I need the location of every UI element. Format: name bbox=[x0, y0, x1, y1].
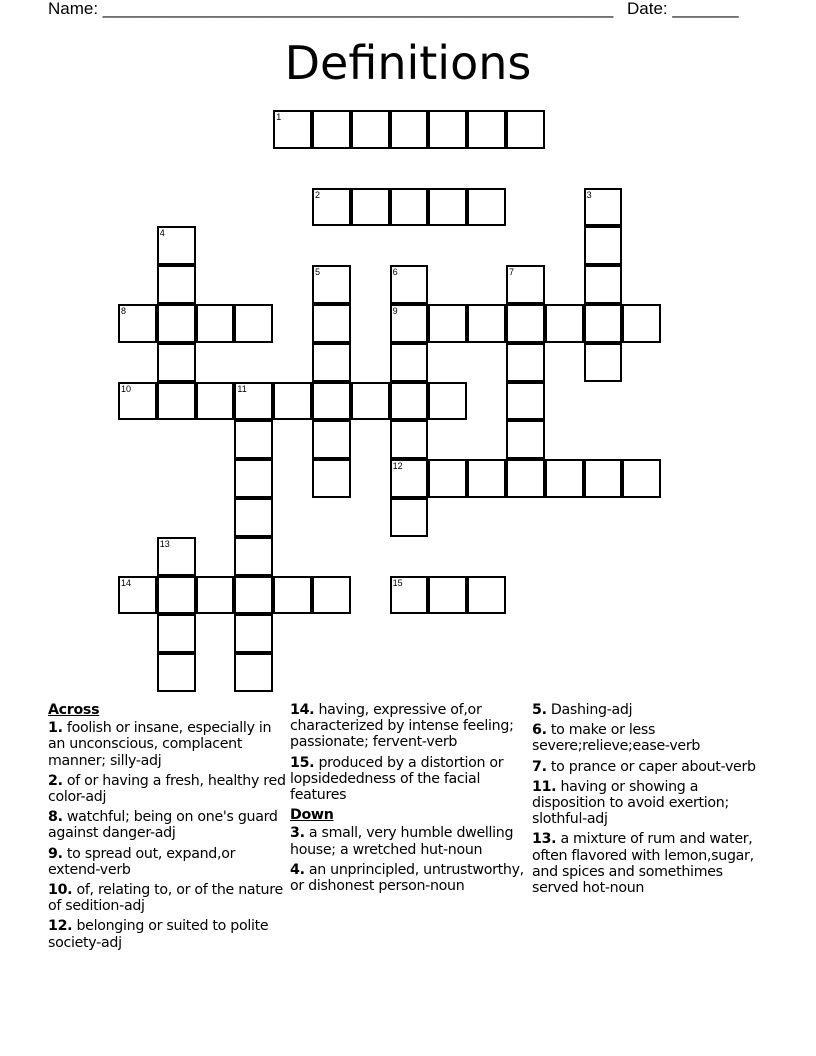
clue-text: watchful; being on one's guard against danger-adj bbox=[48, 809, 278, 842]
grid-cell[interactable] bbox=[234, 537, 273, 576]
cell-number: 2 bbox=[315, 189, 321, 200]
grid-cell[interactable] bbox=[196, 304, 235, 343]
clue-text: produced by a distortion or lopsidededness of the facial features bbox=[290, 754, 504, 804]
clue bbox=[48, 720, 288, 769]
grid-cell[interactable] bbox=[118, 304, 157, 343]
clue-number: 9. bbox=[48, 845, 63, 862]
clue-text: foolish or insane, especially in an unconscious, complacent manner; silly-adj bbox=[48, 720, 272, 769]
clue-text: to prance or caper about-verb bbox=[546, 758, 756, 775]
clue-text: having, expressive of,or characterized by intense feeling; passionate; fervent-verb bbox=[290, 702, 514, 751]
clue-number: 11. bbox=[532, 778, 557, 795]
grid-cell[interactable] bbox=[273, 382, 312, 421]
clue-number: 15. bbox=[290, 754, 315, 771]
down-heading: Down bbox=[290, 807, 334, 824]
grid-cell[interactable] bbox=[234, 653, 273, 692]
clue-text: an unprincipled, untrustworthy, or dishonest person-noun bbox=[290, 861, 524, 895]
clue-number: 8. bbox=[48, 809, 63, 826]
clue-text: to make or less severe;relieve;ease-verb bbox=[532, 722, 701, 755]
grid-cell[interactable] bbox=[196, 576, 235, 615]
grid-cell[interactable] bbox=[273, 110, 312, 149]
grid-cell[interactable] bbox=[390, 110, 429, 149]
grid-cell[interactable] bbox=[506, 382, 545, 421]
cell-number: 12 bbox=[392, 461, 403, 472]
cell-number: 6 bbox=[392, 267, 398, 278]
grid-cell[interactable] bbox=[312, 343, 351, 382]
clue-text: of or having a fresh, healthy red color-adj bbox=[48, 772, 286, 806]
grid-cell[interactable] bbox=[351, 188, 390, 227]
clue-number: 2. bbox=[48, 772, 63, 789]
cell-number: 15 bbox=[392, 577, 403, 588]
grid-cell[interactable] bbox=[428, 459, 467, 498]
grid-cell[interactable] bbox=[506, 343, 545, 382]
grid-cell[interactable] bbox=[234, 420, 273, 459]
grid-cell[interactable] bbox=[506, 459, 545, 498]
clue-number: 3. bbox=[290, 825, 305, 842]
clue-number: 6. bbox=[532, 722, 547, 739]
grid-cell[interactable] bbox=[390, 459, 429, 498]
cell-number: 3 bbox=[586, 189, 592, 200]
grid-cell[interactable] bbox=[428, 304, 467, 343]
clues-column-1 bbox=[48, 702, 288, 955]
grid-cell[interactable] bbox=[312, 459, 351, 498]
grid-cell[interactable] bbox=[584, 343, 623, 382]
clue bbox=[48, 846, 288, 878]
grid-cell[interactable] bbox=[234, 459, 273, 498]
grid-cell[interactable] bbox=[467, 576, 506, 615]
grid-cell[interactable] bbox=[157, 265, 196, 304]
grid-cell[interactable] bbox=[622, 459, 661, 498]
cell-number: 13 bbox=[159, 538, 170, 549]
grid-cell[interactable] bbox=[157, 304, 196, 343]
grid-cell[interactable] bbox=[506, 110, 545, 149]
date-field: Date: _______ bbox=[627, 0, 739, 18]
clue-number: 5. bbox=[532, 702, 547, 718]
grid-cell[interactable] bbox=[157, 226, 196, 265]
grid-cell[interactable] bbox=[390, 576, 429, 615]
cell-number: 11 bbox=[237, 383, 247, 394]
grid-cell[interactable] bbox=[312, 382, 351, 421]
clue-number: 4. bbox=[290, 861, 305, 878]
clue-text: Dashing-adj bbox=[546, 702, 633, 718]
clue-number: 14. bbox=[290, 702, 315, 718]
clue bbox=[532, 779, 772, 828]
grid-cell[interactable] bbox=[273, 576, 312, 615]
grid-cell[interactable] bbox=[157, 537, 196, 576]
grid-cell[interactable] bbox=[622, 304, 661, 343]
grid-cell[interactable] bbox=[312, 420, 351, 459]
clue-number: 12. bbox=[48, 918, 73, 935]
clue-number: 10. bbox=[48, 882, 73, 899]
grid-cell[interactable] bbox=[312, 265, 351, 304]
grid-cell[interactable] bbox=[467, 188, 506, 227]
clue bbox=[532, 722, 772, 754]
grid-cell[interactable] bbox=[428, 110, 467, 149]
grid-cell[interactable] bbox=[157, 614, 196, 653]
across-heading: Across bbox=[48, 702, 100, 718]
grid-cell[interactable] bbox=[312, 188, 351, 227]
grid-cell[interactable] bbox=[467, 110, 506, 149]
clue-text: a small, very humble dwelling house; a wretched hut-noun bbox=[290, 825, 514, 858]
grid-cell[interactable] bbox=[584, 459, 623, 498]
cell-number: 1 bbox=[276, 112, 282, 122]
grid-cell[interactable] bbox=[234, 614, 273, 653]
grid-cell[interactable] bbox=[390, 343, 429, 382]
clue-text: to spread out, expand,or extend-verb bbox=[48, 845, 236, 878]
grid-cell[interactable] bbox=[506, 420, 545, 459]
clue bbox=[532, 831, 772, 896]
clue-number: 13. bbox=[532, 831, 557, 848]
grid-cell[interactable] bbox=[584, 304, 623, 343]
grid-cell[interactable] bbox=[390, 498, 429, 537]
page-title: Definitions bbox=[284, 36, 532, 90]
grid-cell[interactable] bbox=[312, 576, 351, 615]
clue-number: 1. bbox=[48, 720, 63, 737]
clues-column-2 bbox=[290, 702, 530, 898]
grid-cell[interactable] bbox=[234, 498, 273, 537]
cell-number: 14 bbox=[121, 577, 132, 588]
clues-column-3 bbox=[532, 702, 772, 900]
grid-cell[interactable] bbox=[506, 265, 545, 304]
grid-cell[interactable] bbox=[351, 110, 390, 149]
grid-cell[interactable] bbox=[234, 576, 273, 615]
grid-cell[interactable] bbox=[157, 343, 196, 382]
clue bbox=[290, 755, 530, 804]
grid-cell[interactable] bbox=[545, 459, 584, 498]
clue bbox=[48, 809, 288, 841]
grid-cell[interactable] bbox=[584, 226, 623, 265]
grid-cell[interactable] bbox=[545, 304, 584, 343]
clue bbox=[290, 862, 530, 894]
cell-number: 9 bbox=[392, 306, 398, 316]
cell-number: 5 bbox=[315, 267, 321, 278]
grid-cell[interactable] bbox=[584, 188, 623, 227]
grid-cell[interactable] bbox=[390, 420, 429, 459]
grid-cell[interactable] bbox=[467, 304, 506, 343]
grid-cell[interactable] bbox=[157, 382, 196, 421]
grid-cell[interactable] bbox=[234, 304, 273, 343]
clue-number: 7. bbox=[532, 758, 547, 775]
clue-text: belonging or suited to polite society-adj bbox=[48, 918, 269, 951]
grid-cell[interactable] bbox=[312, 110, 351, 149]
grid-cell[interactable] bbox=[234, 382, 273, 421]
grid-cell[interactable] bbox=[157, 576, 196, 615]
clue bbox=[48, 882, 288, 914]
grid-cell[interactable] bbox=[390, 188, 429, 227]
grid-cell[interactable] bbox=[390, 304, 429, 343]
clue bbox=[532, 702, 772, 718]
grid-cell[interactable] bbox=[428, 188, 467, 227]
clue bbox=[48, 918, 288, 950]
clue bbox=[290, 702, 530, 751]
grid-cell[interactable] bbox=[196, 382, 235, 421]
grid-cell[interactable] bbox=[428, 576, 467, 615]
grid-cell[interactable] bbox=[390, 265, 429, 304]
grid-cell[interactable] bbox=[506, 304, 545, 343]
clue-text: of, relating to, or of the nature of sedition-adj bbox=[48, 882, 283, 915]
grid-cell[interactable] bbox=[584, 265, 623, 304]
grid-cell[interactable] bbox=[351, 382, 390, 421]
name-field: Name: ______________________________________________________ bbox=[48, 0, 614, 18]
grid-cell[interactable] bbox=[428, 382, 467, 421]
cell-number: 7 bbox=[509, 267, 515, 278]
grid-cell[interactable] bbox=[467, 459, 506, 498]
grid-cell[interactable] bbox=[118, 576, 157, 615]
grid-cell[interactable] bbox=[157, 653, 196, 692]
cell-number: 10 bbox=[121, 383, 132, 394]
clue-text: having or showing a disposition to avoid exertion; slothful-adj bbox=[532, 778, 729, 828]
cell-number: 4 bbox=[159, 228, 165, 239]
clue bbox=[48, 773, 288, 805]
grid-cell[interactable] bbox=[118, 382, 157, 421]
grid-cell[interactable] bbox=[312, 304, 351, 343]
clue bbox=[290, 825, 530, 857]
clue bbox=[532, 759, 772, 775]
grid-cell[interactable] bbox=[390, 382, 429, 421]
cell-number: 8 bbox=[121, 306, 127, 316]
clue-text: a mixture of rum and water, often flavored with lemon,sugar, and spices and somethimes served hot-noun bbox=[532, 831, 754, 897]
